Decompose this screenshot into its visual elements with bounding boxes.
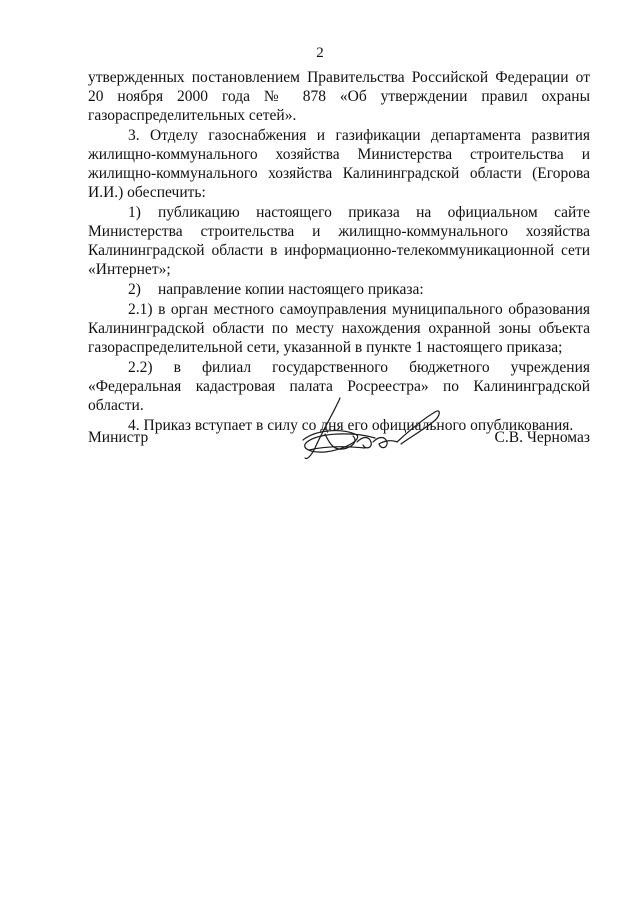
page-number: 2 — [316, 45, 324, 61]
signatory-title: Министр — [88, 429, 149, 446]
paragraph-subitem-1 — [88, 203, 590, 279]
signatory-name: С.В. Черномаз — [494, 429, 590, 446]
paragraph-item-4: 4. Приказ вступает в силу со дня его официального опубликования. — [128, 417, 574, 434]
paragraph-subitem-2 — [88, 280, 590, 299]
paragraph-subitem-2-1: 2.1) в орган местного самоуправления муниципального образования Калининградской области по месту нахождения охранной зоны объекта газораспределительной сети, указанной в пункте 1 настоящего приказа; — [88, 301, 590, 356]
list-marker-1: 1) — [128, 204, 141, 221]
document-body — [88, 68, 590, 436]
paragraph-item-3: 3. Отделу газоснабжения и газификации департамента развития жилищно-коммунального хозяйства Министерства строительства и жилищно-коммунального хозяйства Калининградской области (Егорова И.И.) обеспечить: — [88, 127, 590, 201]
subitem-1-text: публикацию настоящего приказа на официальном сайте Министерства строительства и жилищно-коммунального хозяйства Калининградской области в информационно-телекоммуникационной сети «Интернет»; — [88, 204, 590, 278]
list-marker-2: 2) — [128, 281, 141, 298]
paragraph-subitem-2-2: 2.2) в филиал государственного бюджетного учреждения «Федеральная кадастровая палата Росреестра» по Калининградской области. — [88, 359, 590, 414]
signature-block — [88, 428, 590, 450]
subitem-2-text: направление копии настоящего приказа: — [158, 281, 424, 298]
paragraph-continuation: утвержденных постановлением Правительства Российской Федерации от 20 ноября 2000 года № 878 «Об утверждении правил охраны газораспределительных сетей». — [88, 69, 590, 124]
